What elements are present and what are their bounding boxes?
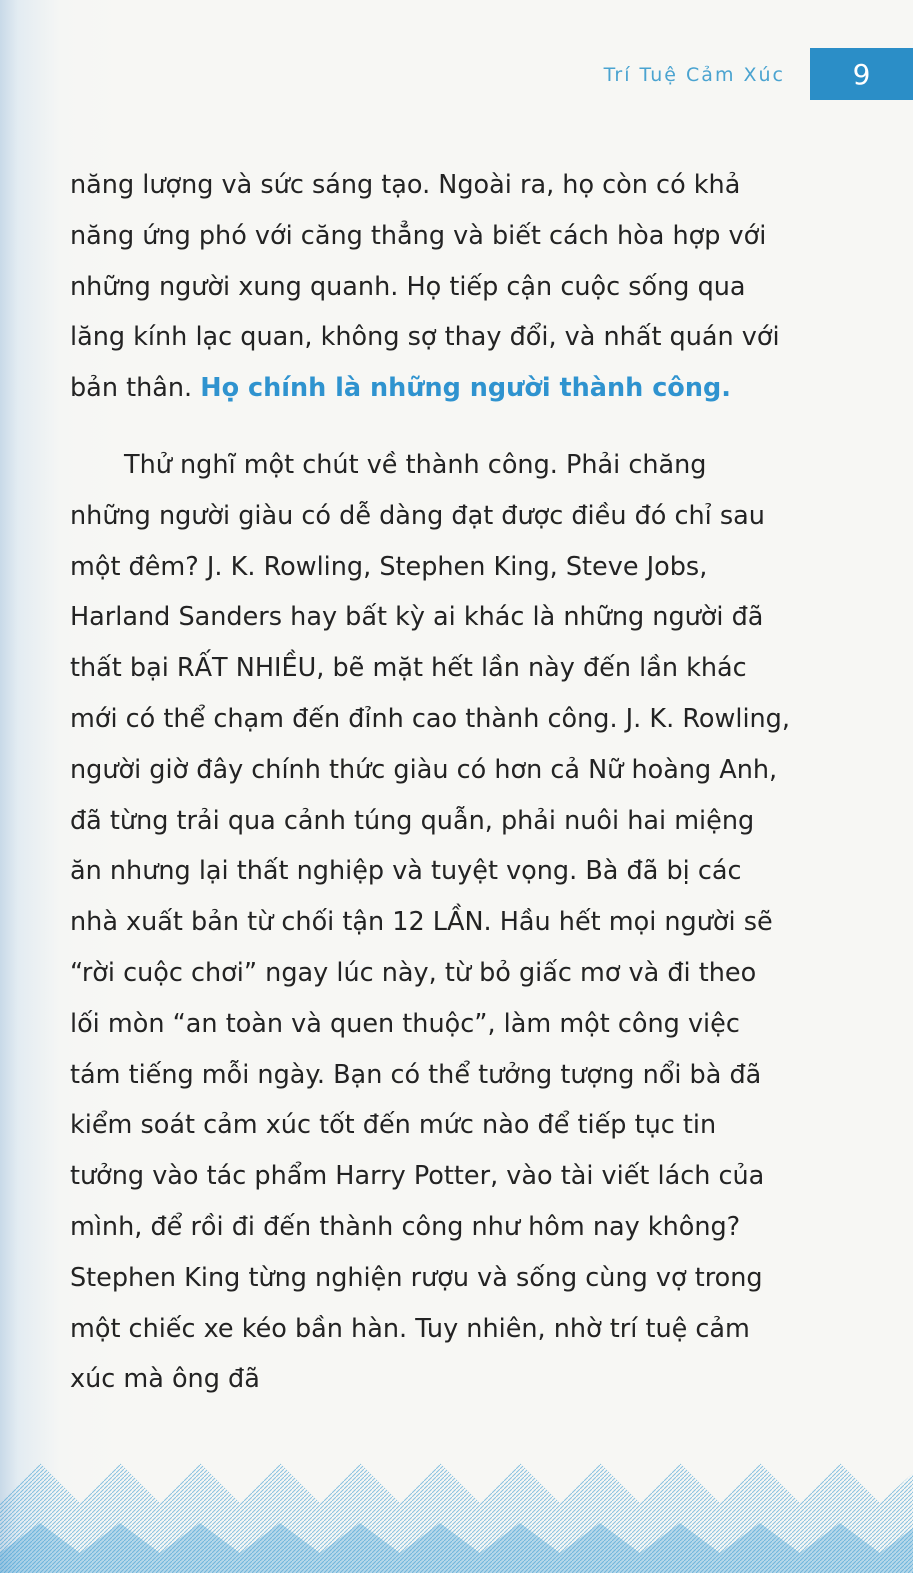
page-number: 9 bbox=[852, 58, 871, 91]
body-text bbox=[70, 160, 790, 1405]
page-number-tab bbox=[810, 48, 913, 100]
paragraph-2 bbox=[70, 440, 790, 1405]
decorative-wave-band bbox=[0, 1433, 913, 1573]
paragraph-1-highlight: Họ chính là những người thành công. bbox=[200, 373, 731, 404]
paragraph-1-text: năng lượng và sức sáng tạo. Ngoài ra, họ còn có khả năng ứng phó với căng thẳng và biết cách hòa hợp với những người xung quanh. Họ tiếp cận cuộc sống qua lăng kính lạc quan, không sợ thay đổi, và nhất quán với bản thân. bbox=[70, 170, 780, 404]
paragraph-1 bbox=[70, 160, 790, 414]
paragraph-2-text: Thử nghĩ một chút về thành công. Phải chăng những người giàu có dễ dàng đạt được điều đó chỉ sau một đêm? J. K. Rowling, Stephen King, Steve Jobs, Harland Sanders hay bất kỳ ai khác là những người đã thất bại RẤT NHIỀU, bẽ mặt hết lần này đến lần khác mới có thể chạm đến đỉnh cao thành công. J. K. Rowling, người giờ đây chính thức giàu có hơn cả Nữ hoàng Anh, đã từng trải qua cảnh túng quẫn, phải nuôi hai miệng ăn nhưng lại thất nghiệp và tuyệt vọng. Bà đã bị các nhà xuất bản từ chối tận 12 LẦN. Hầu hết mọi người sẽ “rời cuộc chơi” ngay lúc này, từ bỏ giấc mơ và đi theo lối mòn “an toàn và quen thuộc”, làm một công việc tám tiếng mỗi ngày. Bạn có thể tưởng tượng nổi bà đã kiểm soát cảm xúc tốt đến mức nào để tiếp tục tin tưởng vào tác phẩm Harry Potter, vào tài viết lách của mình, để rồi đi đến thành công như hôm nay không? Stephen King từng nghiện rượu và sống cùng vợ trong một chiếc xe kéo bần hàn. Tuy nhiên, nhờ trí tuệ cảm xúc mà ông đã bbox=[70, 449, 790, 1395]
running-header-title: Trí Tuệ Cảm Xúc bbox=[603, 64, 785, 86]
